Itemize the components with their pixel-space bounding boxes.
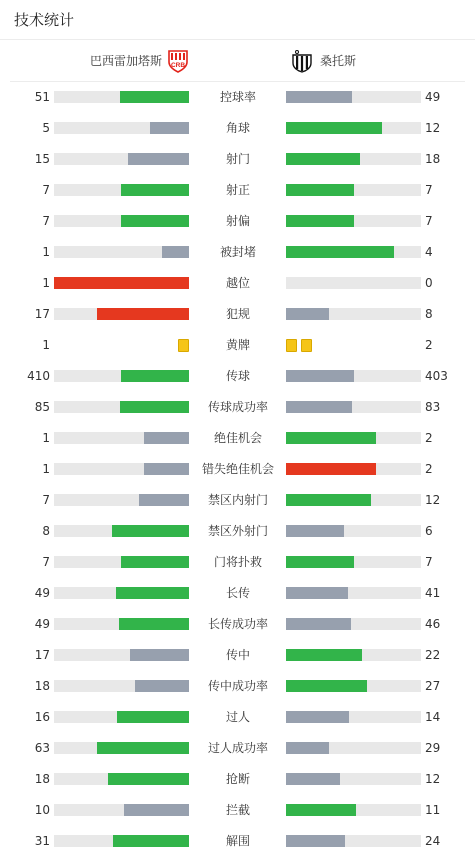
- stat-row: [0, 547, 475, 578]
- home-stat-bar: [54, 215, 189, 227]
- stat-row: [0, 640, 475, 671]
- home-stat-value: 16: [34, 710, 50, 724]
- stat-row: [0, 206, 475, 237]
- stat-label: 传球成功率: [207, 400, 268, 414]
- away-stat-bar-fill: [286, 308, 329, 320]
- home-stat-bar: [54, 835, 189, 847]
- home-stat-bar-fill: [130, 649, 189, 661]
- home-team-name: 巴西雷加塔斯: [90, 54, 163, 68]
- away-stat-bar-fill: [286, 773, 340, 785]
- home-stat-value: 15: [34, 152, 50, 166]
- away-stat-value: 12: [425, 493, 441, 507]
- away-stat-bar: [286, 463, 421, 475]
- away-stat-bar-fill: [286, 680, 367, 692]
- away-stat-value: 11: [425, 803, 441, 817]
- yellow-card-icon: [301, 339, 312, 352]
- home-stat-bar: [54, 587, 189, 599]
- home-stat-bar: [54, 649, 189, 661]
- home-stat-bar-fill: [112, 525, 189, 537]
- stat-row: [0, 578, 475, 609]
- away-stat-bar-fill: [286, 742, 329, 754]
- stat-label: 射门: [225, 152, 250, 166]
- away-stat-bar: [286, 742, 421, 754]
- home-stat-bar: [54, 246, 189, 258]
- stat-label: 过人: [225, 710, 250, 724]
- away-stat-bar-fill: [286, 711, 349, 723]
- stat-label: 长传成功率: [207, 617, 268, 631]
- away-stat-value: 46: [425, 617, 441, 631]
- away-stat-bar-fill: [286, 215, 354, 227]
- home-stat-bar: [54, 494, 189, 506]
- stat-label: 传中成功率: [207, 679, 268, 693]
- page-header: [0, 0, 475, 40]
- home-yellow-cards: [178, 339, 189, 352]
- home-stat-value: 5: [42, 121, 50, 135]
- away-stat-bar-fill: [286, 804, 356, 816]
- home-stat-bar: [54, 122, 189, 134]
- away-stat-bar-fill: [286, 494, 371, 506]
- home-stat-bar: [54, 525, 189, 537]
- away-stat-value: 49: [425, 90, 441, 104]
- away-stat-value: 22: [425, 648, 441, 662]
- away-stat-bar-fill: [286, 153, 360, 165]
- stat-row: [0, 423, 475, 454]
- home-stat-bar: [54, 711, 189, 723]
- home-stat-bar-fill: [144, 463, 189, 475]
- home-stat-value: 7: [42, 493, 50, 507]
- stat-row: [0, 144, 475, 175]
- away-stat-bar: [286, 804, 421, 816]
- stat-row: [0, 485, 475, 516]
- stat-label: 错失绝佳机会: [201, 462, 274, 476]
- away-stat-bar: [286, 680, 421, 692]
- home-crest-lettering: CRB: [170, 61, 186, 69]
- stat-row: [0, 361, 475, 392]
- home-stat-bar-fill: [121, 370, 189, 382]
- away-team-crest-icon: [290, 49, 314, 73]
- home-stat-bar-fill: [128, 153, 189, 165]
- home-stat-bar: [54, 618, 189, 630]
- home-stat-bar-fill: [117, 711, 189, 723]
- away-stat-bar: [286, 246, 421, 258]
- home-stat-bar: [54, 153, 189, 165]
- away-stat-bar: [286, 556, 421, 568]
- home-stat-bar-fill: [120, 91, 189, 103]
- away-stat-bar: [286, 835, 421, 847]
- home-stat-bar-fill: [113, 835, 189, 847]
- away-stat-value: 41: [425, 586, 441, 600]
- away-stat-value: 24: [425, 834, 441, 848]
- away-stat-value: 2: [425, 431, 433, 445]
- home-stat-value: 31: [34, 834, 50, 848]
- away-team[interactable]: [290, 40, 356, 81]
- home-stat-bar-fill: [121, 215, 189, 227]
- home-team[interactable]: [90, 40, 190, 81]
- home-stat-value: 49: [34, 617, 50, 631]
- home-stat-bar: [54, 184, 189, 196]
- away-stat-bar-fill: [286, 91, 352, 103]
- home-stat-value: 18: [34, 772, 50, 786]
- home-stat-value: 1: [42, 462, 50, 476]
- away-yellow-cards: [286, 339, 312, 352]
- home-stat-bar: [54, 277, 189, 289]
- stat-row: [0, 237, 475, 268]
- away-stat-bar-fill: [286, 370, 354, 382]
- home-stat-bar: [54, 463, 189, 475]
- home-stat-bar-fill: [121, 184, 189, 196]
- away-stat-bar: [286, 587, 421, 599]
- home-stat-value: 18: [34, 679, 50, 693]
- home-stat-bar: [54, 308, 189, 320]
- home-stat-bar: [54, 401, 189, 413]
- away-stat-bar-fill: [286, 835, 345, 847]
- home-stat-bar: [54, 742, 189, 754]
- away-stat-bar: [286, 370, 421, 382]
- away-stat-bar-fill: [286, 525, 344, 537]
- stat-label: 绝佳机会: [213, 431, 262, 445]
- away-stat-value: 7: [425, 555, 433, 569]
- home-stat-bar: [54, 804, 189, 816]
- away-stat-value: 7: [425, 214, 433, 228]
- away-stat-bar-fill: [286, 184, 354, 196]
- away-stat-bar-fill: [286, 556, 354, 568]
- away-stat-value: 7: [425, 183, 433, 197]
- away-stat-bar: [286, 277, 421, 289]
- stat-row: [0, 733, 475, 764]
- stat-label: 传中: [225, 648, 250, 662]
- stat-row: [0, 764, 475, 795]
- away-stat-value: 6: [425, 524, 433, 538]
- away-stat-value: 12: [425, 121, 441, 135]
- away-stat-bar: [286, 184, 421, 196]
- away-stat-value: 14: [425, 710, 441, 724]
- home-stat-bar: [54, 680, 189, 692]
- home-stat-bar: [54, 432, 189, 444]
- away-stat-bar-fill: [286, 618, 351, 630]
- stat-label: 黄牌: [225, 338, 250, 352]
- away-stat-value: 0: [425, 276, 433, 290]
- stat-row: [0, 609, 475, 640]
- page-title: 技术统计: [14, 11, 75, 29]
- home-stat-bar-fill: [135, 680, 189, 692]
- stat-label: 禁区外射门: [207, 524, 268, 538]
- stat-label: 过人成功率: [207, 741, 268, 755]
- teams-row: [10, 40, 465, 82]
- home-stat-bar-fill: [119, 618, 189, 630]
- home-stat-bar-fill: [144, 432, 189, 444]
- home-stat-bar-fill: [116, 587, 189, 599]
- stat-label: 射正: [225, 183, 250, 197]
- home-stat-value: 1: [42, 245, 50, 259]
- away-team-name: 桑托斯: [320, 54, 357, 68]
- stat-label: 射偏: [225, 214, 250, 228]
- away-stat-bar: [286, 711, 421, 723]
- stat-label: 解围: [225, 834, 250, 848]
- away-stat-value: 4: [425, 245, 433, 259]
- stat-label: 犯规: [225, 307, 250, 321]
- stat-label: 越位: [225, 276, 250, 290]
- home-stat-value: 7: [42, 214, 50, 228]
- stat-row: [0, 392, 475, 423]
- stat-row: [0, 454, 475, 485]
- away-stat-bar-fill: [286, 122, 382, 134]
- away-stat-value: 18: [425, 152, 441, 166]
- away-stat-value: 2: [425, 462, 433, 476]
- home-stat-bar-fill: [139, 494, 189, 506]
- yellow-card-icon: [178, 339, 189, 352]
- home-stat-value: 8: [42, 524, 50, 538]
- stat-row: [0, 330, 475, 361]
- stat-row: [0, 826, 475, 857]
- home-stat-value: 410: [27, 369, 50, 383]
- stat-row: [0, 175, 475, 206]
- home-stat-value: 85: [34, 400, 50, 414]
- away-stat-bar: [286, 91, 421, 103]
- away-stat-bar-fill: [286, 401, 352, 413]
- home-stat-value: 51: [34, 90, 50, 104]
- away-stat-value: 403: [425, 369, 448, 383]
- home-stat-value: 63: [34, 741, 50, 755]
- home-stat-bar: [54, 370, 189, 382]
- home-stat-value: 7: [42, 555, 50, 569]
- away-stat-bar-fill: [286, 463, 376, 475]
- home-stat-bar: [54, 773, 189, 785]
- away-stat-value: 2: [425, 338, 433, 352]
- away-stat-value: 27: [425, 679, 441, 693]
- away-stat-bar: [286, 649, 421, 661]
- away-stat-bar: [286, 618, 421, 630]
- home-stat-value: 1: [42, 276, 50, 290]
- home-stat-value: 17: [34, 307, 50, 321]
- stat-row: [0, 299, 475, 330]
- away-stat-value: 8: [425, 307, 433, 321]
- away-stat-bar: [286, 215, 421, 227]
- home-stat-value: 49: [34, 586, 50, 600]
- stats-list: [0, 82, 475, 857]
- home-team-crest-icon: [166, 49, 190, 73]
- stat-label: 拦截: [225, 803, 250, 817]
- home-stat-bar-fill: [124, 804, 189, 816]
- stat-label: 被封堵: [219, 245, 256, 259]
- away-stat-bar: [286, 773, 421, 785]
- stat-row: [0, 268, 475, 299]
- away-stat-bar-fill: [286, 587, 348, 599]
- stat-row: [0, 795, 475, 826]
- stat-label: 控球率: [219, 90, 256, 104]
- stat-label: 门将扑救: [213, 555, 262, 569]
- home-stat-bar-fill: [97, 742, 189, 754]
- away-stat-value: 29: [425, 741, 441, 755]
- away-stat-bar-fill: [286, 246, 394, 258]
- stat-row: [0, 702, 475, 733]
- stat-row: [0, 671, 475, 702]
- away-stat-bar: [286, 494, 421, 506]
- stat-label: 传球: [225, 369, 250, 383]
- stat-label: 禁区内射门: [207, 493, 268, 507]
- home-stat-bar: [54, 91, 189, 103]
- home-stat-value: 10: [34, 803, 50, 817]
- home-stat-bar: [54, 556, 189, 568]
- away-stat-bar: [286, 525, 421, 537]
- home-stat-value: 7: [42, 183, 50, 197]
- away-stat-bar-fill: [286, 432, 376, 444]
- home-stat-bar-fill: [162, 246, 189, 258]
- away-stat-bar-fill: [286, 649, 362, 661]
- away-stat-bar: [286, 122, 421, 134]
- home-stat-bar-fill: [54, 277, 189, 289]
- home-stat-bar-fill: [108, 773, 189, 785]
- yellow-card-icon: [286, 339, 297, 352]
- home-stat-value: 1: [42, 431, 50, 445]
- home-stat-bar-fill: [121, 556, 189, 568]
- home-stat-bar-fill: [97, 308, 189, 320]
- stat-row: [0, 516, 475, 547]
- away-stat-bar: [286, 308, 421, 320]
- away-stat-value: 12: [425, 772, 441, 786]
- stat-label: 角球: [225, 121, 250, 135]
- home-stat-bar-fill: [150, 122, 189, 134]
- home-stat-bar-fill: [120, 401, 189, 413]
- stat-label: 抢断: [225, 772, 250, 786]
- away-stat-bar: [286, 153, 421, 165]
- stat-row: [0, 82, 475, 113]
- stat-row: [0, 113, 475, 144]
- home-stat-value: 17: [34, 648, 50, 662]
- away-stat-bar: [286, 401, 421, 413]
- home-stat-value: 1: [42, 338, 50, 352]
- away-stat-bar: [286, 432, 421, 444]
- stat-label: 长传: [225, 586, 250, 600]
- away-stat-value: 83: [425, 400, 441, 414]
